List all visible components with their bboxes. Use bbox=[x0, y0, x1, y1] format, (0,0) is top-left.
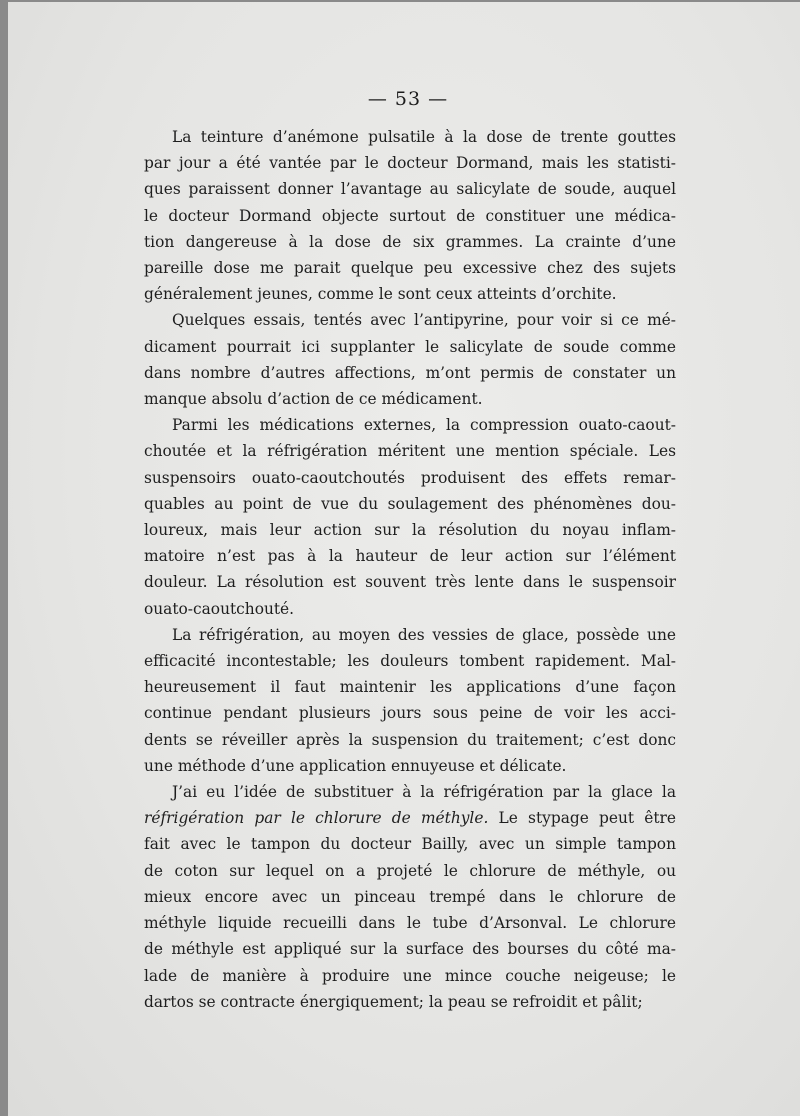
text-line: manque absolu d’action de ce médicament. bbox=[144, 390, 483, 409]
paragraph-2 bbox=[144, 307, 676, 412]
text-line: La teinture d’anémone pulsatile à la dose de trente gouttes bbox=[172, 128, 676, 146]
paragraph-3 bbox=[144, 412, 676, 622]
text-line: J’ai eu l’idée de substituer à la réfrigération par la glace la bbox=[172, 783, 676, 802]
text-line: de coton sur lequel on a projeté le chlorure de méthyle, ou bbox=[144, 861, 676, 880]
text-line: dicament pourrait ici supplanter le salicylate de soude comme bbox=[144, 337, 676, 356]
text-line: Parmi les médications externes, la compression ouato-caout- bbox=[172, 416, 676, 435]
text-line: quables au point de vue du soulagement des phénomènes dou- bbox=[144, 494, 676, 513]
text-line: une méthode d’une application ennuyeuse et délicate. bbox=[144, 756, 567, 775]
text-line: dans nombre d’autres affections, m’ont permis de constater un bbox=[144, 363, 676, 382]
paragraph-1 bbox=[144, 124, 676, 307]
body-text bbox=[144, 124, 676, 1015]
text-line: ouato-caoutchouté. bbox=[144, 599, 295, 618]
text-line: ques paraissent donner l’avantage au salicylate de soude, auquel bbox=[144, 180, 676, 199]
text-fragment: Le stypage peut être bbox=[488, 809, 676, 828]
text-line: de méthyle est appliqué sur la surface des bourses du côté ma- bbox=[144, 940, 676, 959]
text-line: dents se réveiller après la suspension du traitement; c’est donc bbox=[144, 730, 676, 749]
text-line: douleur. La résolution est souvent très lente dans le suspensoir bbox=[144, 573, 676, 592]
text-line: loureux, mais leur action sur la résolution du noyau inflam- bbox=[144, 521, 676, 540]
text-line: le docteur Dormand objecte surtout de constituer une médica- bbox=[144, 206, 676, 225]
text-line: matoire n’est pas à la hauteur de leur action sur l’élément bbox=[144, 547, 676, 566]
book-page bbox=[8, 2, 800, 1116]
text-line: efficacité incontestable; les douleurs tombent rapidement. Mal- bbox=[144, 652, 676, 671]
text-line: heureusement il faut maintenir les applications d’une façon bbox=[144, 678, 676, 697]
text-line: fait avec le tampon du docteur Bailly, avec un simple tampon bbox=[144, 835, 676, 854]
text-line: pareille dose me parait quelque peu excessive chez des sujets bbox=[144, 259, 676, 278]
text-line: méthyle liquide recueilli dans le tube d’Arsonval. Le chlorure bbox=[144, 914, 676, 933]
text-line: tion dangereuse à la dose de six grammes. La crainte d’une bbox=[144, 232, 676, 251]
paragraph-5 bbox=[144, 779, 676, 1015]
text-line: mieux encore avec un pinceau trempé dans le chlorure de bbox=[144, 887, 676, 906]
text-line: lade de manière à produire une mince couche neigeuse; le bbox=[144, 966, 676, 985]
page-number: — 53 — bbox=[367, 88, 449, 110]
text-line-mixed bbox=[144, 805, 676, 831]
paragraph-4 bbox=[144, 622, 676, 779]
text-line: dartos se contracte énergiquement; la peau se refroidit et pâlit; bbox=[144, 992, 643, 1011]
italic-phrase: réfrigération par le chlorure de méthyle. bbox=[144, 809, 489, 828]
text-line: choutée et la réfrigération méritent une mention spéciale. Les bbox=[144, 442, 676, 461]
text-line: continue pendant plusieurs jours sous peine de voir les acci- bbox=[144, 704, 676, 723]
text-line: par jour a été vantée par le docteur Dormand, mais les statisti- bbox=[144, 154, 676, 173]
text-line: suspensoirs ouato-caoutchoutés produisent des effets remar- bbox=[144, 468, 676, 487]
text-line: La réfrigération, au moyen des vessies de glace, possède une bbox=[172, 625, 676, 644]
text-line: généralement jeunes, comme le sont ceux atteints d’orchite. bbox=[144, 285, 617, 304]
text-line: Quelques essais, tentés avec l’antipyrine, pour voir si ce mé- bbox=[172, 311, 676, 330]
